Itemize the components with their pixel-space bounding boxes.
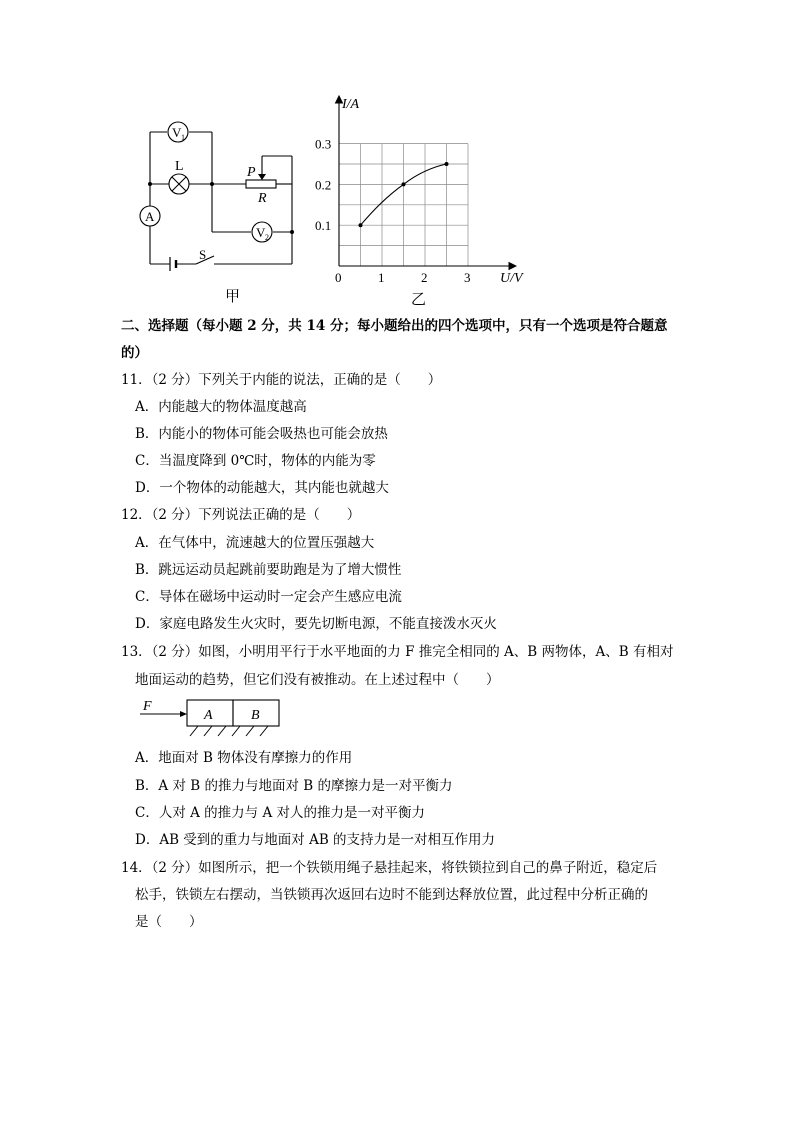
data-point [402,182,406,186]
v2-subscript: 2 [265,233,269,242]
y-axis-label: I/A [342,97,360,112]
block-a-label: A [204,708,213,723]
q14-stem-line2: 松手，铁锁左右摆动，当铁锁再次返回右边时不能到达释放位置，此过程中分析正确的 [135,887,648,903]
q13-stem-line1: 13．（2 分）如图，小明用平行于水平地面的力 F 推完全相同的 A、B 两物体，A、B 有相对 [121,644,674,660]
q13-stem-line2: 地面运动的趋势，但它们没有被推动。在上述过程中（ ） [135,672,500,688]
data-point [359,223,363,227]
q14-stem-line3: 是（ ） [135,914,203,930]
resistor-label: R [258,191,267,206]
q11-option-b: B．内能小的物体可能会吸热也可能会放热 [135,426,388,442]
block-b-label: B [251,708,260,723]
y-tick-label: 0.2 [315,177,332,193]
q12-option-c: C．导体在磁场中运动时一定会产生感应电流 [135,589,402,605]
circuit-caption: 甲 [225,289,241,305]
y-tick-label: 0.3 [315,136,332,152]
x-tick-label: 2 [421,270,428,285]
x-tick-label: 1 [378,270,385,285]
ground-hatching [190,726,268,736]
x-tick-label: 0 [335,270,342,285]
q12-stem: 12．（2 分）下列说法正确的是（ ） [121,507,361,523]
q11-option-a: A．内能越大的物体温度越高 [135,399,307,415]
switch-label: S [199,247,207,262]
x-axis-label: U/V [500,271,523,286]
iu-graph [315,88,550,310]
v1-label: V [172,125,182,140]
data-point [445,162,449,166]
q12-option-d: D．家庭电路发生火灾时，要先切断电源，不能直接泼水灭火 [135,616,497,632]
y-tick-label: 0.1 [315,218,332,234]
v2-label: V [256,225,266,240]
ammeter-label: A [145,209,155,224]
q14-stem-line1: 14．（2 分）如图所示，把一个铁锁用绳子悬挂起来，将铁锁拉到自己的鼻子附近，稳定后 [121,860,658,876]
q13-option-a: A．地面对 B 物体没有摩擦力的作用 [135,750,353,766]
blocks-figure [138,694,298,744]
section-title-line1: 二、选择题（每小题 2 分，共 14 分；每小题给出的四个选项中，只有一个选项是符合题意 [121,318,668,334]
q11-option-d: D．一个物体的动能越大，其内能也就越大 [135,480,389,496]
x-tick-label: 3 [464,270,471,285]
force-arrow-icon [180,711,187,717]
q13-option-d: D．AB 受到的重力与地面对 AB 的支持力是一对相互作用力 [135,832,496,848]
v1-subscript: 1 [181,133,185,142]
lamp-label: L [175,159,184,174]
slider-label: P [247,165,256,180]
circuit-diagram [0,0,320,310]
q11-stem: 11．（2 分）下列关于内能的说法，正确的是（ ） [121,372,442,388]
q11-option-c: C．当温度降到 0℃时，物体的内能为零 [135,453,376,469]
q12-option-b: B．跳远运动员起跳前要助跑是为了增大惯性 [135,562,402,578]
graph-caption: 乙 [411,292,427,308]
section-title-line2: 的） [121,345,148,361]
q13-option-b: B．A 对 B 的推力与地面对 B 的摩擦力是一对平衡力 [135,778,453,794]
q12-option-a: A．在气体中，流速越大的位置压强越大 [135,535,375,551]
q13-option-c: C．人对 A 的推力与 A 对人的推力是一对平衡力 [135,805,425,821]
force-label: F [143,699,152,714]
